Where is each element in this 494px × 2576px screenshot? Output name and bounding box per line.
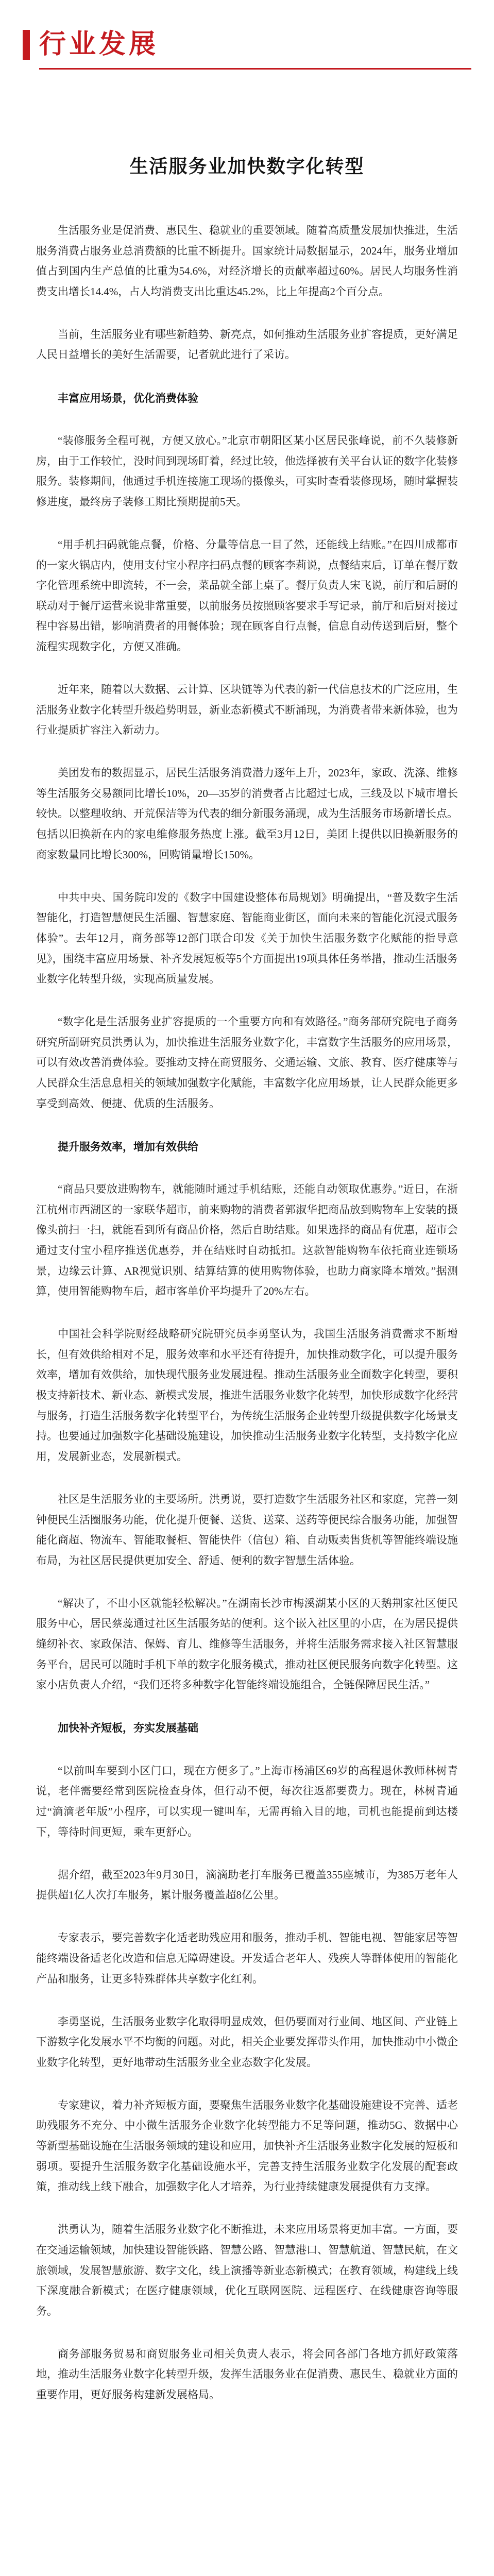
paragraph: 中共中央、国务院印发的《数字中国建设整体布局规划》明确提出，“普及数字生活智能化，打造智慧便民生活圈、智慧家庭、智能商业街区，面向未来的智能化沉浸式服务体验”。去年12月，商务部等12部门联合印发《关于加快生活服务数字化赋能的指导意见》，围绕丰富应用场景、补齐发展短板等5个方面提出19项具体任务举措，推动生活服务业数字化转型升级，实现高质量发展。 (36, 891, 458, 986)
paragraph: “数字化是生活服务业扩容提质的一个重要方向和有效路径。”商务部研究院电子商务研究所副研究员洪勇认为，加快推进生活服务业数字化，丰富数字生活服务的应用场景，可以有效改善消费体验。要推动支持在商贸服务、交通运输、文旅、教育、医疗健康等与人民群众生活息息相关的领域加强数字化赋能，丰富数字化应用场景，让人民群众能更多享受到高效、便捷、优质的生活服务。 (36, 1015, 458, 1110)
paragraph: 美团发布的数据显示，居民生活服务消费潜力逐年上升，2023年，家政、洗涤、维修等生活服务交易额同比增长10%，20—35岁的消费者占比超过七成，三线及以下城市增长较快。以整理收纳、开荒保洁等为代表的细分新服务涌现，成为生活服务市场新增长点。包括以旧换新在内的家电维修服务热度上涨。截至3月12日，美团上提供以旧换新服务的商家数量同比增长300%，回购销量增长150%。 (36, 767, 458, 861)
article (36, 155, 458, 2428)
article-title: 生活服务业加快数字化转型 (129, 156, 365, 177)
paragraph: “用手机扫码就能点餐，价格、分量等信息一目了然，还能线上结账。”在四川成都市的一家火锅店内，使用支付宝小程序扫码点餐的顾客李莉说，点餐结束后，订单在餐厅数字化管理系统中即流转，不一会，菜品就全部上桌了。餐厅负责人宋飞说，前厅和后厨的联动对于餐厅运营来说非常重要，以前服务员按照顾客要求手写记录，前厅和后厨对接过程中容易出错，影响消费者的用餐体验；现在顾客自行点餐，信息自动传送到后厨，整个流程实现数字化，方便又准确。 (36, 538, 458, 653)
paragraph: “以前叫车要到小区门口，现在方便多了。”上海市杨浦区69岁的高程退休教师林树青说，老伴需要经常到医院检查身体，但行动不便，每次往返都要费力。现在，林树青通过“滴滴老年版”小程序，可以实现一键叫车，无需再输入目的地，司机也能提前到达楼下，等待时间更短，乘车更舒心。 (36, 1764, 458, 1838)
section-heading: 丰富应用场景，优化消费体验 (58, 392, 198, 404)
header-accent-bar (23, 30, 30, 60)
paragraph: 中国社会科学院财经战略研究院研究员李勇坚认为，我国生活服务消费需求不断增长，但有效供给相对不足，服务效率和水平还有待提升，加快推动数字化，可以提升服务效率，增加有效供给，加快现代服务业发展进程。推动生活服务业全面数字化转型，要积极支持新技术、新业态、新模式发展，推进生活服务业数字化转型，加快形成数字化经营与服务，打造生活服务数字化转型平台，为传统生活服务企业转型升级提供数字化场景支持。也要通过加强数字化基础设施建设，加快推动生活服务业数字化转型，支持数字化应用，发展新业态，发展新模式。 (36, 1328, 458, 1463)
header-divider (39, 68, 471, 70)
paragraph: 近年来，随着以大数据、云计算、区块链等为代表的新一代信息技术的广泛应用，生活服务业数字化转型升级趋势明显，新业态新模式不断涌现，为消费者带来新体验，也为行业提质扩容注入新动力。 (36, 683, 458, 737)
paragraph: 李勇坚说，生活服务业数字化取得明显成效，但仍要面对行业间、地区间、产业链上下游数字化发展水平不均衡的问题。对此，相关企业要发挥带头作用，加快推动中小微企业数字化转型，更好地带动生活服务业全业态数字化发展。 (36, 2015, 458, 2069)
page-header (0, 0, 494, 77)
paragraph: “装修服务全程可视，方便又放心。”北京市朝阳区某小区居民张峰说，前不久装修新房，由于工作较忙，没时间到现场盯着，经过比较，他选择被有关平台认证的数字化装修服务。装修期间，他通过手机连接施工现场的摄像头，可实时查看装修现场，随时掌握装修进度，最终房子装修工期比预期提前5天。 (36, 434, 458, 508)
paragraph: “解决了，不出小区就能轻松解决。”在湖南长沙市梅溪湖某小区的天鹅荆家社区便民服务中心，居民蔡蕊通过社区生活服务站的便利。这个嵌入社区里的小店，在为居民提供缝纫补衣、家政保洁、保姆、育儿、维修等生活服务，并将生活服务需求接入社区智慧服务平台，居民可以随时手机下单的数字化服务模式，推动社区便民服务向数字化转型。这家小店负责人介绍，“我们还将多种数字化智能终端设施组合，全链保障居民生活。” (36, 1597, 458, 1691)
paragraph: 据介绍，截至2023年9月30日，滴滴助老打车服务已覆盖355座城市，为385万老年人提供超1亿人次打车服务，累计服务覆盖超8亿公里。 (36, 1868, 458, 1902)
section-heading: 提升服务效率，增加有效供给 (58, 1140, 198, 1153)
paragraph: 当前，生活服务业有哪些新趋势、新亮点，如何推动生活服务业扩容提质，更好满足人民日益增长的美好生活需要，记者就此进行了采访。 (36, 328, 458, 361)
section-title: 行业发展 (39, 29, 159, 60)
paragraph: “商品只要放进购物车，就能随时通过手机结账，还能自动领取优惠券。”近日，在浙江杭州市西湖区的一家联华超市，前来购物的消费者郭淑华把商品放到购物车上安装的摄像头前扫一扫，就能看到所有商品价格，然后自助结账。如果选择的商品有优惠，超市会通过支付宝小程序推送优惠券，并在结账时自动抵扣。这款智能购物车依托商业连锁场景，边缘云计算、AR视觉识别、结算结算的使用购物体验，也助力商家降本增效。”据测算，使用智能购物车后，超市客单价平均提升了20%左右。 (36, 1183, 458, 1298)
paragraph: 社区是生活服务业的主要场所。洪勇说，要打造数字生活服务社区和家庭，完善一刻钟便民生活圈服务功能，优化提升便餐、送货、送菜、送药等便民综合服务功能，加强智能化商超、物流车、智能取餐柜、智能快件（信包）箱、自动贩卖售货机等智能终端设施布局，为社区居民提供更加安全、舒适、便利的数字智慧生活体验。 (36, 1493, 458, 1567)
paragraph: 专家表示，要完善数字化适老助残应用和服务，推动手机、智能电视、智能家居等智能终端设备适老化改造和信息无障碍建设。开发适合老年人、残疾人等群体使用的智能化产品和服务，让更多特殊群体共享数字化红利。 (36, 1931, 458, 1985)
paragraph: 专家建议，着力补齐短板方面，要聚焦生活服务业数字化基础设施建设不完善、适老助残服务不充分、中小微生活服务企业数字化转型能力不足等问题，推动5G、数据中心等新型基础设施在生活服务领域的建设和应用，加快补齐生活服务业数字化发展的短板和弱项。要提升生活服务数字化基础设施水平，完善支持生活服务业数字化发展的配套政策，推动线上线下融合，加强数字化人才培养，为行业持续健康发展提供有力支撑。 (36, 2098, 458, 2193)
paragraph: 洪勇认为，随着生活服务业数字化不断推进，未来应用场景将更加丰富。一方面，要在交通运输领域，加快建设智能铁路、智慧公路、智慧港口、智慧航道、智慧民航，在文旅领域，发展智慧旅游、数字文化，线上演播等新业态新模式；在教育领域，构建线上线下深度融合新模式；在医疗健康领域，优化互联网医院、远程医疗、在线健康咨询等服务。 (36, 2223, 458, 2317)
paragraph: 商务部服务贸易和商贸服务业司相关负责人表示，将会同各部门各地方抓好政策落地，推动生活服务业数字化转型升级，发挥生活服务业在促消费、惠民生、稳就业方面的重要作用，更好服务构建新发展格局。 (36, 2347, 458, 2401)
paragraph: 生活服务业是促消费、惠民生、稳就业的重要领域。随着高质量发展加快推进，生活服务消费占服务业总消费额的比重不断提升。国家统计局数据显示，2024年，服务业增加值占到国内生产总值的比重为54.6%，对经济增长的贡献率超过60%。居民人均服务性消费支出增长14.4%，占人均消费支出比重达45.2%，比上年提高2个百分点。 (36, 224, 458, 298)
section-heading: 加快补齐短板，夯实发展基础 (58, 1722, 198, 1735)
